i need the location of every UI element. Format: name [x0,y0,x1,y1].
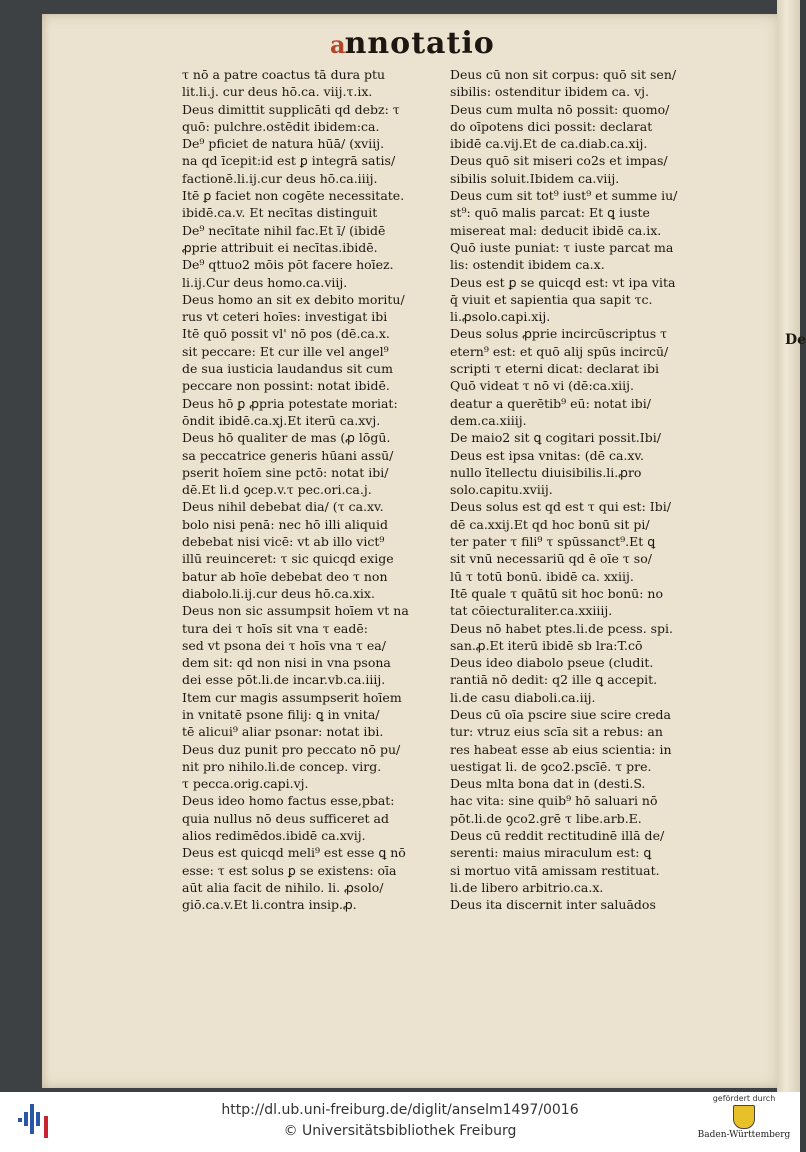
text-line: hac vita: sine quib⁹ hō saluari nō [450,793,658,809]
head-text: nnotatio [344,26,495,61]
text-line: sit vnū necessariū qd ē oīe τ so/ [450,551,652,567]
text-line: ōndit ibidē.ca.xj.Et iterū ca.xvj. [182,412,381,428]
text-line: li.de libero arbitrio.ca.x. [450,879,604,895]
coat-of-arms-icon [733,1105,755,1129]
text-line: esse: τ est solus ꝑ se existens: oīa [182,862,397,878]
sponsor-name: Baden-Württemberg [697,1130,791,1140]
text-line: Deus nihil debebat dia/ (τ ca.xv. [182,499,384,515]
text-line: tat cōiecturaliter.ca.xxiiij. [450,603,613,619]
text-line: Deus cum multa nō possit: quomo/ [450,101,670,117]
text-line: De⁹ qttuo2 mōis pōt facere hoīez. [182,257,394,273]
text-line: Deus cū oīa pscire siue scire creda [450,706,672,722]
text-line: tē alicui⁹ aliar psonar: notat ibi. [182,724,384,740]
text-line: uestigat li. de ꝯco2.pscīē. τ pre. [450,758,652,774]
text-line: Deus est ipsa vnitas: (dē ca.xv. [450,447,644,463]
text-line: sibilis soluit.Ibidem ca.viij. [450,170,620,186]
copyright-notice: © Universitätsbibliothek Freiburg [283,1123,517,1139]
text-line: lū τ totū bonū. ibidē ca. xxiij. [450,568,634,584]
text-line: Deus dimittit supplicāti qd debz: τ [182,101,400,117]
text-line: do oīpotens dici possit: declarat [450,118,653,134]
document-url-link[interactable]: http://dl.ub.uni-freiburg.de/diglit/anselm1497/0016 [221,1102,579,1118]
text-line: Deus cū reddit rectitudinē illā de/ [450,828,665,844]
text-line: Deus solus ꝓprie incircūscriptus τ [450,326,668,342]
text-line: quō: pulchre.ostēdit ibidem:ca. [182,118,380,134]
text-line: rus vt ceteri hoīes: investigat ibi [182,309,388,325]
text-line: res habeat esse ab eius scientia: in [450,741,672,757]
text-line: serenti: maius miraculum est: ꝗ [450,845,652,861]
text-line: scripti τ eterni dicat: declarat ibi [450,361,660,377]
book-page [42,14,787,1088]
text-line: aūt alia facit de nihilo. li. ꝓsolo/ [182,879,384,895]
text-line: dem.ca.xiiij. [450,412,527,428]
page-running-head [330,26,495,61]
text-line: sit peccare: Et cur ille vel angel⁹ [182,343,389,359]
text-line: Deus ideo diabolo pseue (cludit. [450,655,654,671]
text-line: dem sit: qd non nisi in vna psona [182,655,391,671]
text-line: nit pro nihilo.li.de concep. virg. [182,758,382,774]
text-line: li.de casu diaboli.ca.iij. [450,689,596,705]
text-line: Deus solus est qd est τ qui est: Ibi/ [450,499,671,515]
text-line: Itē ꝑ faciet non cogēte necessitate. [182,188,405,204]
text-line: sibilis: ostenditur ibidem ca. vj. [450,84,649,100]
text-line: Deus cū non sit corpus: quō sit sen/ [450,67,677,82]
text-line: debebat nisi vicē: vt ab illo vict⁹ [182,534,385,550]
sponsor-block [694,1094,794,1150]
text-line: Deus hō qualiter de mas (ꝓ lōgū. [182,430,391,446]
text-line: sed vt psona dei τ hoīs vna τ ea/ [182,637,386,653]
text-line: Deus cum sit tot⁹ iust⁹ et summe iu/ [450,188,678,204]
text-line: etern⁹ est: et quō alij spūs incircū/ [450,343,669,359]
text-line: Deus ideo homo factus esse,pbat: [182,793,395,809]
text-line: τ pecca.orig.capi.vj. [182,776,309,792]
text-line: Deus est quicqd meli⁹ est esse ꝗ nō [182,845,406,861]
text-line: Quō videat τ nō vi (dē:ca.xiij. [450,378,634,394]
text-line: lis: ostendit ibidem ca.x. [450,257,605,273]
text-line: in vnitatē psone filij: ꝗ in vnita/ [182,706,380,722]
text-line: Deus non sic assumpsit hoīem vt na [182,603,409,619]
text-line: li.ꝓsolo.capi.xij. [450,309,551,325]
text-line: factionē.li.ij.cur deus hō.ca.iiij. [182,170,378,186]
text-line: pserit hoīem sine pctō: notat ibi/ [182,464,389,480]
text-line: Deus hō ꝑ ꝓpria potestate moriat: [182,395,398,411]
text-line: tura dei τ hoīs sit vna τ eadē: [182,620,368,636]
text-line: de sua iusticia laudandus sit cum [182,361,393,377]
text-line: diabolo.li.ij.cur deus hō.ca.xix. [182,585,375,601]
sponsor-label: gefördert durch [712,1094,776,1103]
text-line: dē ca.xxij.Et qd hoc bonū sit pi/ [450,516,650,532]
text-line: si mortuo vitā amissam restituat. [450,862,660,878]
text-line: Deus duz punit pro peccato nō pu/ [182,741,401,757]
text-line: st⁹: quō malis parcat: Et ꝗ iuste [450,205,650,221]
text-line: deatur a querētib⁹ eū: notat ibi/ [450,395,652,411]
text-line: rantiā nō dedit: q2 ille ꝗ accepit. [450,672,658,688]
facing-page-edge [777,0,800,1092]
text-line: solo.capitu.xviij. [450,482,553,498]
head-initial: a [330,30,347,59]
text-line: Deus quō sit miseri co2s et impas/ [450,153,668,169]
text-line: Itē quale τ quātū sit hoc bonū: no [450,585,663,601]
text-line: De maio2 sit ꝗ cogitari possit.Ibi/ [450,430,661,446]
text-line: ibidē.ca.v. Et necītas distinguit [182,205,378,221]
text-line: bolo nisi penā: nec hō illi aliquid [182,516,388,532]
text-line: na qd īcepit:id est ꝑ integrā satis/ [182,153,396,169]
text-line: lit.li.j. cur deus hō.ca. viij.τ.ix. [182,84,373,100]
text-line: giō.ca.v.Et li.contra insip.ꝓ. [182,897,357,913]
text-line: li.ij.Cur deus homo.ca.viij. [182,274,348,290]
text-line: ter pater τ fili⁹ τ spūssanct⁹.Et ꝗ [450,534,656,550]
text-line: misereat mal: deducit ibidē ca.ix. [450,222,662,238]
text-line: dei esse pōt.li.de incar.vb.ca.iiij. [182,672,386,688]
text-line: τ nō a patre coactus tā dura ptu [182,67,386,82]
text-line: illū reuinceret: τ sic quicqd exige [182,551,394,567]
left-text-column [182,66,444,914]
text-line: Quō iuste puniat: τ iuste parcat ma [450,239,674,255]
text-line: nullo ītellectu diuisibilis.li.ꝓro [450,464,642,480]
facing-page-fragment: De [785,332,806,348]
text-line: De⁹ pficiet de natura hūā/ (xviij. [182,136,385,152]
text-line: batur ab hoīe debebat deo τ non [182,568,388,584]
text-line: dē.Et li.d ꝯcep.v.τ pec.ori.ca.j. [182,482,372,498]
text-line: Deus homo an sit ex debito moritu/ [182,291,405,307]
text-line: Deus est ꝑ se quicqd est: vt ipa vita [450,274,676,290]
text-line: Deus nō habet ptes.li.de pcess. spi. [450,620,674,636]
text-line: sa peccatrice generis hūani assū/ [182,447,394,463]
text-line: Deus mlta bona dat in (desti.S. [450,776,646,792]
text-line: ibidē ca.vij.Et de ca.diab.ca.xij. [450,136,648,152]
text-line: De⁹ necītate nihil fac.Et ī/ (ibidē [182,222,386,238]
text-line: quia nullus nō deus sufficeret ad [182,810,389,826]
text-line: q̄ viuit et sapientia qua sapit τc. [450,291,653,307]
text-line: alios redimēdos.ibidē ca.xvij. [182,828,366,844]
text-line: pōt.li.de ꝯco2.grē τ libe.arb.E. [450,810,642,826]
text-line: ꝓprie attribuit ei necītas.ibidē. [182,239,378,255]
text-line: Deus ita discernit inter saluādos [450,897,656,913]
right-text-column [450,66,712,914]
viewer-footer [0,1092,800,1152]
text-line: peccare non possint: notat ibidē. [182,378,390,394]
text-line: Itē quō possit vl' nō pos (dē.ca.x. [182,326,390,342]
text-line: Item cur magis assumpserit hoīem [182,689,402,705]
text-line: tur: vtruz eius scīa sit a rebus: an [450,724,663,740]
text-line: san.ꝓ.Et iterū ibidē sb lra:T.cō [450,637,643,653]
